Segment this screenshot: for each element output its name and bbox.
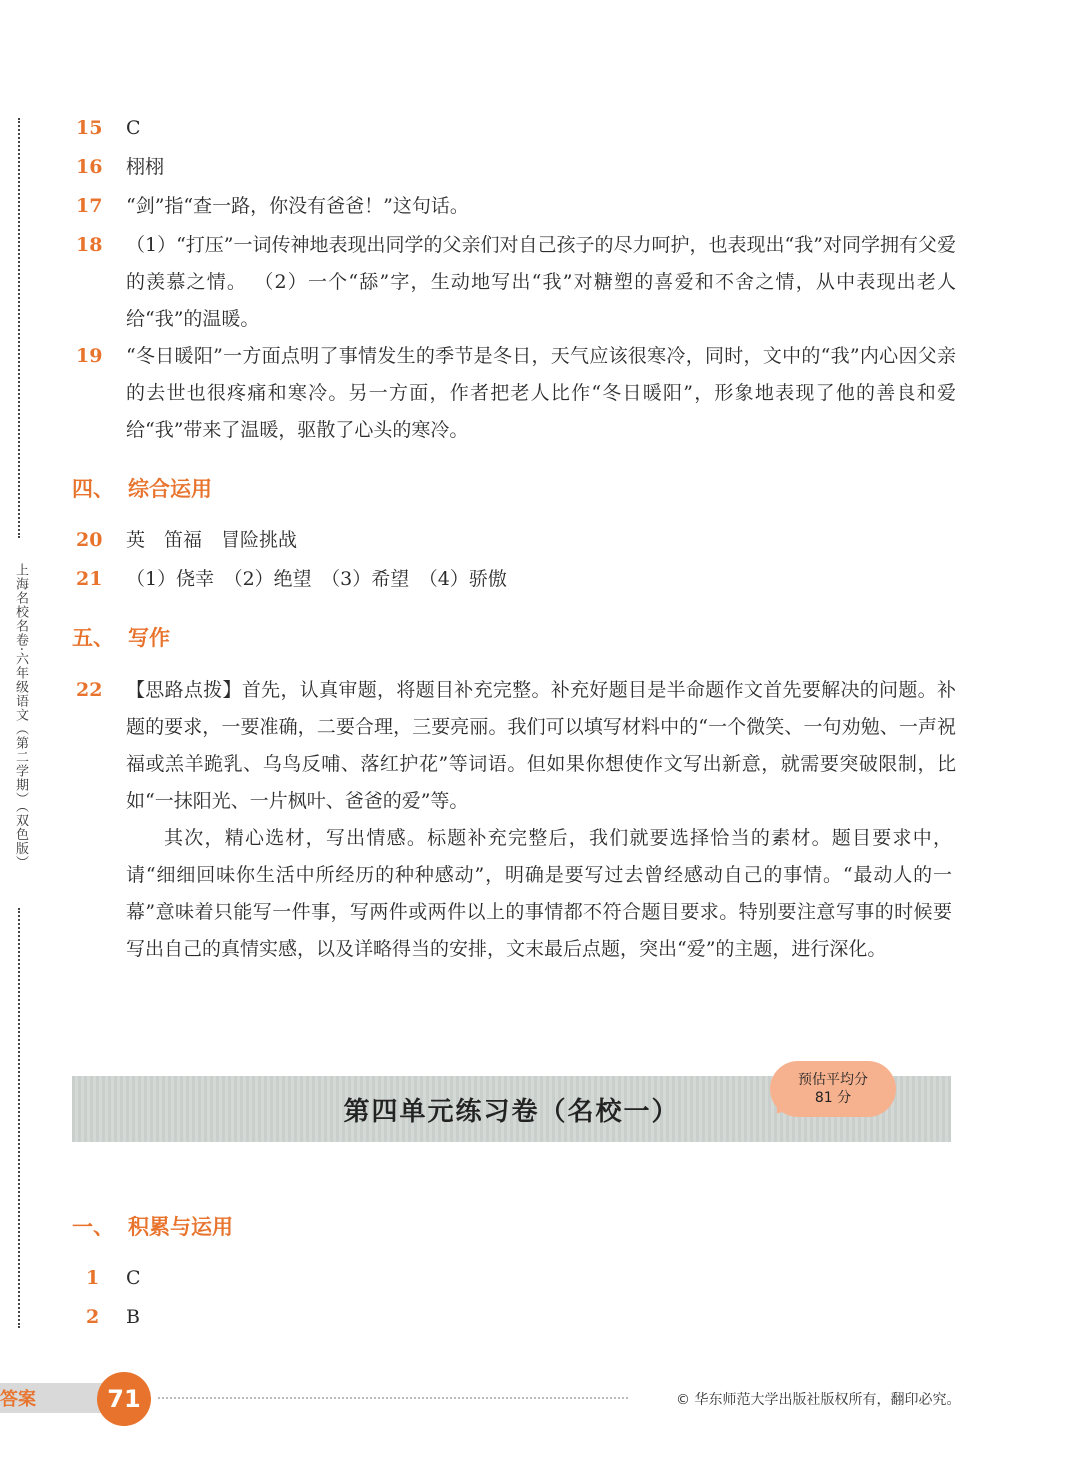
answer-number: 16: [76, 156, 103, 178]
section-index: 一、: [72, 1215, 114, 1239]
answer-text: 【思路点拨】首先，认真审题，将题目补充完整。补充好题目是半命题作文首先要解决的问题。补题的要求，一要准确，二要合理，三要亮丽。我们可以填写材料中的“一个微笑、一句劝勉、一声祝福或羔羊跪乳、乌鸟反哺、落红护花”等词语。但如果你想使作文写出新意，就需要突破限制，比如“一抹阳光、一片枫叶、爸爸的爱”等。: [126, 679, 956, 812]
answer-number: 18: [76, 234, 103, 256]
answer-text: C: [126, 117, 141, 139]
answer-text: B: [126, 1306, 140, 1328]
answer-text: 栩栩: [126, 156, 165, 178]
book-title-vertical: 上海名校名卷·六年级语文（第二学期）（双色版）: [13, 563, 28, 870]
answer-text: “冬日暖阳”一方面点明了事情发生的季节是冬日，天气应该很寒冷，同时，文中的“我”内心因父亲的去世也很疼痛和寒冷。另一方面，作者把老人比作“冬日暖阳”，形象地表现了他的善良和爱给“我”带来了温暖，驱散了心头的寒冷。: [126, 345, 956, 441]
section-heading-1: [72, 1211, 233, 1241]
answer-number: 22: [76, 679, 103, 701]
margin-dotted-line-bottom: [18, 908, 20, 1328]
banner-title: 第四单元练习卷（名校一）: [343, 1096, 680, 1127]
bubble-score: 81 分: [814, 1090, 852, 1106]
answer-number: 20: [76, 529, 103, 551]
answer-item: [76, 149, 956, 186]
copyright-notice: © 华东师范大学出版社版权所有，翻印必究。: [676, 1392, 961, 1408]
answer-item: [76, 338, 956, 449]
answer-item: [76, 561, 956, 598]
answer-text: 英 笛福 冒险挑战: [126, 529, 298, 551]
answer-item: [76, 1299, 956, 1336]
answer-item: [76, 672, 956, 820]
answer-text: “剑”指“查一路，你没有爸爸！”这句话。: [126, 195, 469, 217]
answer-text: （1）“打压”一词传神地表现出同学的父亲们对自己孩子的尽力呵护，也表现出“我”对同学拥有父爱的羡慕之情。 （2）一个“舔”字，生动地写出“我”对糖塑的喜爱和不舍之情，从中表现出老人给“我”的温暖。: [126, 234, 956, 330]
answer-paragraph: 其次，精心选材，写出情感。标题补充完整后，我们就要选择恰当的素材。题目要求中，请“细细回味你生活中所经历的种种感动”，明确是要写过去曾经感动自己的事情。“最动人的一幕”意味着只能写一件事，写两件或两件以上的事情都不符合题目要求。特别要注意写事的时候要写出自己的真情实感，以及详略得当的安排，文末最后点题，突出“爱”的主题，进行深化。: [126, 827, 952, 960]
section-heading-5: [72, 622, 170, 652]
answer-item: [76, 188, 956, 225]
average-score-bubble: [770, 1061, 896, 1117]
answer-number: 17: [76, 195, 103, 217]
answer-number: 19: [76, 345, 103, 367]
answer-item: [76, 227, 956, 338]
footer-answer-label: 答案: [0, 1389, 36, 1410]
answer-number: 15: [76, 117, 103, 139]
answer-text: （1）侥幸 （2）绝望 （3）希望 （4）骄傲: [126, 568, 507, 590]
section-label: 写作: [128, 626, 170, 650]
footer-divider: [158, 1397, 628, 1399]
section-index: 四、: [72, 477, 114, 501]
bubble-label: 预估平均分: [798, 1072, 868, 1088]
margin-dotted-line-top: [18, 118, 20, 538]
section-label: 综合运用: [128, 477, 212, 501]
answer-item: [76, 522, 956, 559]
section-label: 积累与运用: [128, 1215, 233, 1239]
answer-number: 21: [76, 568, 103, 590]
answer-text: C: [126, 1267, 141, 1289]
page-number: 71: [97, 1372, 151, 1426]
section-index: 五、: [72, 626, 114, 650]
section-heading-4: [72, 473, 212, 503]
answer-number: 1: [86, 1267, 100, 1289]
answer-number: 2: [86, 1306, 100, 1328]
answer-item: [76, 110, 956, 147]
answer-item: [76, 1260, 956, 1297]
